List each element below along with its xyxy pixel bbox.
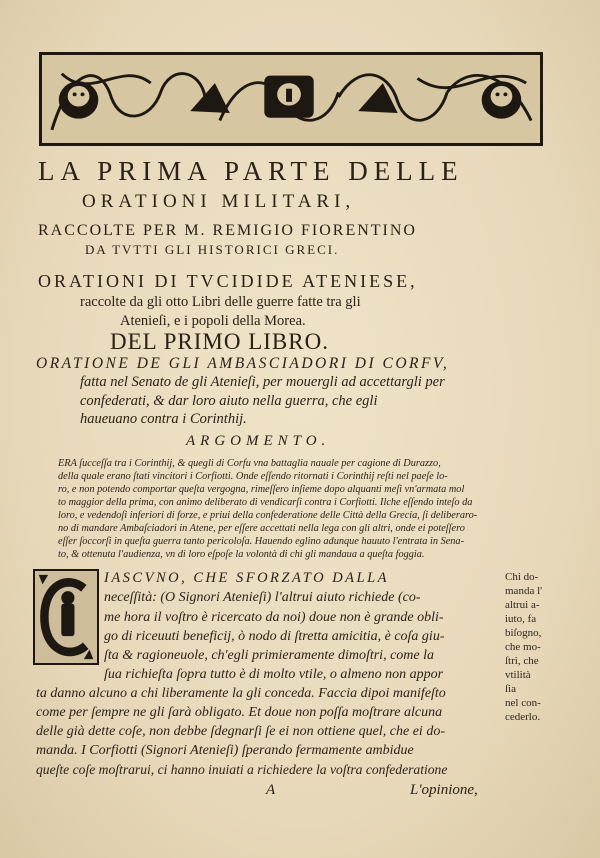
oration-line-3: confederati, & dar loro aiuto nella guerra, che egli bbox=[80, 393, 378, 409]
body-line: ſta & ragioneuole, ch'egli primieramente dimoſtri, come la bbox=[104, 648, 434, 663]
decorated-initial-c bbox=[33, 569, 99, 665]
section-sub-1: raccolte da gli otto Libri delle guerre fatte tra gli bbox=[80, 294, 361, 310]
body-line: come per ſempre ne gli ſarà obligato. Et doue non poſſa moſtrare alcuna bbox=[36, 705, 443, 720]
marginal-note-line: vtilità bbox=[505, 669, 531, 681]
body-line: delle già dette coſe, non debbe ſdegnarſi ſe ei non ottiene quel, che ei do- bbox=[36, 724, 445, 739]
title-line-2: ORATIONI MILITARI, bbox=[82, 191, 356, 212]
body-line: go di riceuuti beneficij, ò nodo di ſtretta amicitia, è coſa giu- bbox=[104, 629, 445, 644]
body-line: queſte coſe moſtrarui, ci hanno inuiati a richiedere la voſtra confederatione bbox=[36, 762, 448, 777]
argomento-line: to maggior della prima, con animo deliberato di vendicarſi contra i Corfiotti. Ilche eſſendo inteſo da bbox=[58, 497, 473, 508]
marginal-note-line: cederlo. bbox=[505, 711, 541, 723]
marginal-note bbox=[505, 570, 585, 724]
book-heading: DEL PRIMO LIBRO. bbox=[110, 329, 329, 354]
argomento-line: no di mandare Ambaſciadori in Atene, per eſſere accettati nella lega con gli altri, onde ei poteſſero bbox=[58, 523, 465, 534]
body-line: manda. I Corfiotti (Signori Atenieſi) ſperando fermamente ambidue bbox=[36, 743, 414, 758]
body-line: me hora il voſtro è ricercato da noi) doue non è grande obli- bbox=[104, 610, 444, 625]
body-line: ſua richieſta ſopra tutto è di molto vtile, o almeno non appor bbox=[104, 667, 444, 682]
title-line-1: LA PRIMA PARTE DELLE bbox=[38, 156, 464, 186]
body-line: neceſſità: (O Signori Atenieſi) l'altrui aiuto richiede (co- bbox=[104, 590, 421, 605]
marginal-note-line: ſia bbox=[505, 683, 516, 695]
argomento-line: ro, e non potendo comportar queſta vergogna, rimeſſero inſieme dopo alquanti meſi vn'armata mol bbox=[58, 484, 465, 495]
body-opening: IASCVNO, CHE SFORZATO DALLA bbox=[104, 570, 390, 586]
argomento-line: loro, e vedendoſi inferiori di forze, e priui della confederatione delle Città della Grecia, ſi deliberaro- bbox=[58, 510, 478, 521]
title-line-3: RACCOLTE PER M. REMIGIO FIORENTINO bbox=[38, 222, 417, 239]
argomento-heading: ARGOMENTO. bbox=[186, 433, 331, 449]
body-line: ta danno alcuno a chi liberamente la gli conceda. Faccia dipoi manifeſto bbox=[36, 686, 446, 701]
signature-mark: A bbox=[266, 782, 276, 798]
marginal-note-line: iuto, fa bbox=[505, 613, 537, 625]
section-heading: ORATIONI DI TVCIDIDE ATENIESE, bbox=[38, 271, 418, 291]
oration-line-2: fatta nel Senato de gli Atenieſi, per mouergli ad accettargli per bbox=[80, 374, 445, 390]
argomento-line: eſſer ſoccorſi in queſta guerra tanto pericoloſa. Hauendo eglino adunque hauuto l'entrata in Sena- bbox=[58, 536, 465, 547]
argomento-line: della quale erano ſtati vincitori i Corfiotti. Onde eſſendo ritornati i Corinthij reſti nel paeſe lo- bbox=[58, 471, 448, 482]
catchword: L'opinione, bbox=[410, 782, 478, 798]
woodcut-headpiece bbox=[39, 52, 543, 146]
marginal-note-line: manda l' bbox=[505, 585, 543, 597]
marginal-note-line: altrui a- bbox=[505, 599, 540, 611]
argomento-line: ERA ſucceſſa tra i Corinthij, & quegli di Corfu vna battaglia nauale per cagione di Durazzo, bbox=[58, 458, 441, 469]
oration-heading: ORATIONE DE GLI AMBASCIADORI DI CORFV, bbox=[36, 355, 450, 372]
title-line-4: DA TVTTI GLI HISTORICI GRECI. bbox=[85, 242, 340, 257]
marginal-note-line: ſtri, che bbox=[505, 655, 539, 667]
argomento-line: to, & ottenuta l'audienza, vn di loro eſpoſe la volontà di chi gli mandaua a queſta foggia. bbox=[58, 549, 425, 560]
marginal-note-line: biſogno, bbox=[505, 627, 542, 639]
oration-line-4: haueuano contra i Corinthij. bbox=[80, 411, 247, 427]
marginal-note-line: nel con- bbox=[505, 697, 541, 709]
marginal-note-line: Chi do- bbox=[505, 571, 539, 583]
section-sub-2: Atenieſi, e i popoli della Morea. bbox=[120, 313, 306, 329]
marginal-note-line: che mo- bbox=[505, 641, 541, 653]
